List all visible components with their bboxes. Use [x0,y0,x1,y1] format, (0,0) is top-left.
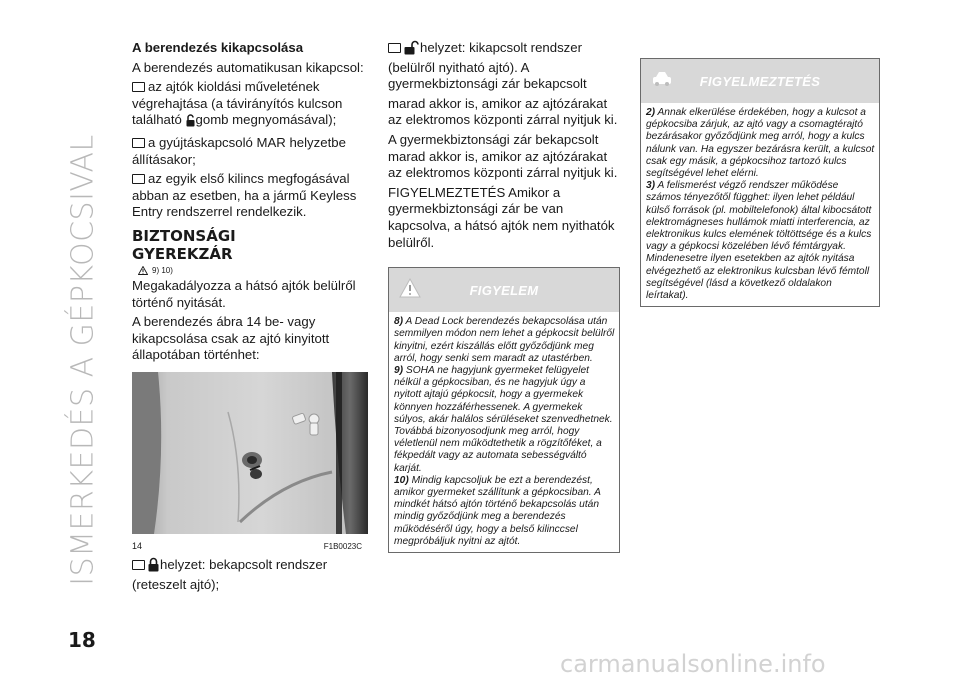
padlock-closed-icon [148,557,159,577]
figure-child-lock [132,372,368,551]
bullet-unlocked-text: helyzet: kikapcsolt rendszer (belülről nyitható ajtó). A gyermekbiztonsági zár bekapcsolt [388,40,587,92]
bullet-unlock-tail: gomb megnyomásával); [195,112,337,128]
door-latch-photo [132,372,368,534]
bullet-locked-position [132,557,372,593]
paragraph-col2-2: A gyermekbiztonsági zár bekapcsolt marad akkor is, amikor az ajtózárakat az elektromos központi zárral nyitjuk ki. [388,131,618,181]
unlock-key-icon [186,114,195,132]
car-warning-icon [651,69,673,89]
note-text: Annak elkerülése érdekében, hogy a kulcsot a gépkocsiba zárjuk, az ajtó vagy a csomagtérajtó bezárásakor győződjünk meg arról, hogy a kulcs nálunk van. Ha egyszer bezárásra került, a kulcsot csak egy másik, a gépkocsihoz tartozó kulcs segítségével lehet elérni. [646,107,875,180]
note-number: 9) [394,364,404,376]
note-number: 10) [394,474,409,486]
note-number: 3) [646,180,656,192]
column-3 [640,58,880,307]
bullet-unlock [132,79,372,132]
note-text: A felismerést végző rendszer működése számos tényezőtől függhet: ilyen lehet például külső források (pl. mobiltelefonok) által kibocsátott elektromágneses hullámok miatti interferencia, az elektronikus kulcs elemének töltöttsége és a kulcs vagy a gépkocsi közelében lévő fémtárgyak. Mindenesetre ilyen esetekben az ajtók nyitása elvégezhető az elektronikus kulcsban lévő fémtoll segítségével (lásd a következő oldalakon leírtakat). [646,180,872,302]
warning-box-body [389,312,619,552]
bullet-square-icon [132,560,145,570]
heading-line-2: GYEREKZÁR [132,244,233,263]
caution-box [640,58,880,307]
chapter-side-title: ISMERKEDÉS A GÉPKOCSIVAL [65,134,101,586]
paragraph-col2-3: FIGYELMEZTETÉS Amikor a gyermekbiztonsági zár be van kapcsolva, a hátsó ajtók nem nyithatók belülről. [388,184,615,250]
section-title-disable: A berendezés kikapcsolása [132,40,304,55]
bullet-square-icon [132,174,145,184]
bullet-ignition [132,135,372,168]
note-text: SOHA ne hagyjunk gyermeket felügyelet nélkül a gépkocsiban, és ne hagyjuk úgy a nyitott ajtajú gépkocsit, hogy a gyermekek könnyen hozzáférhessenek. A gyermekek súlyos, akár halálos sérüléseket szenvedhetnek. Továbbá bizonyosodjunk meg arról, hogy véletlenül nem működtethetik a rögzítőféket, a fékpedált vagy az automata sebességváltó karját. [394,364,613,474]
watermark: carmanualsonline.info [560,650,826,678]
note-3 [646,180,875,302]
warning-triangle-icon [399,278,421,298]
note-number: 8) [394,316,404,328]
warning-refs [138,266,372,275]
note-8 [394,316,615,365]
warning-refs-text: 9) 10) [152,265,173,275]
bullet-square-icon [132,82,145,92]
paragraph-col2-1: marad akkor is, amikor az ajtózárakat az elektromos központi zárral nyitjuk ki. [388,95,618,128]
bullet-keyless-text: az egyik első kilincs megfogásával abban az esetben, ha a jármű Keyless Entry rendszerrel rendelkezik. [132,171,357,220]
heading-line-1: BIZTONSÁGI [132,226,236,245]
section-heading-child-lock [132,227,372,263]
caution-box-title: FIGYELMEZTETÉS [699,73,821,89]
page-number: 18 [68,628,96,652]
figure-code: F1B0023C [323,541,362,551]
warning-box [388,267,620,553]
note-9 [394,365,615,475]
warning-box-title: FIGYELEM [469,282,539,298]
bullet-unlock-text: az ajtók kioldási műveletének végrehajtása (a távirányítós kulcson található [132,79,343,128]
caution-box-body [641,103,879,306]
note-text: A Dead Lock berendezés bekapcsolása után semmilyen módon nem lehet a gépkocsit belülről kinyitni, ezért kiszállás előtt győződjünk meg arról, hogy senki sem maradt az utastérben. [394,316,615,364]
paragraph-child-lock-2: A berendezés ábra 14 be- vagy kikapcsolása csak az ajtó kinyitott állapotában történhet: [132,314,330,363]
note-10 [394,475,615,548]
bullet-square-icon [388,43,401,53]
note-2 [646,107,875,180]
caution-box-header [641,59,879,103]
warning-box-header [389,268,619,312]
note-number: 2) [646,107,656,118]
bullet-ignition-text: a gyújtáskapcsoló MAR helyzetbe állításakor; [132,134,346,167]
warning-triangle-icon [138,266,148,275]
bullet-unlocked-position [388,40,620,93]
paragraph-child-lock-1: Megakadályozza a hátsó ajtók belülről történő nyitását. [132,277,356,310]
bullet-square-icon [132,138,145,148]
note-text: Mindig kapcsoljuk be ezt a berendezést, amikor gyermeket szállítunk a gépkocsiban. A mindkét hátsó ajtón történő bekapcsolás után mindig győződjünk meg a berendezés működéséről úgy, hogy a belső kilinccsel megpróbáljuk nyitni az ajtót. [394,474,601,547]
padlock-open-icon [404,40,419,60]
figure-number: 14 [132,540,143,551]
column-1 [132,40,372,596]
paragraph-intro: A berendezés automatikusan kikapcsol: [132,59,364,75]
column-2 [388,40,620,553]
bullet-keyless [132,171,372,221]
bullet-locked-text: helyzet: bekapcsolt rendszer (reteszelt ajtó); [132,556,328,592]
